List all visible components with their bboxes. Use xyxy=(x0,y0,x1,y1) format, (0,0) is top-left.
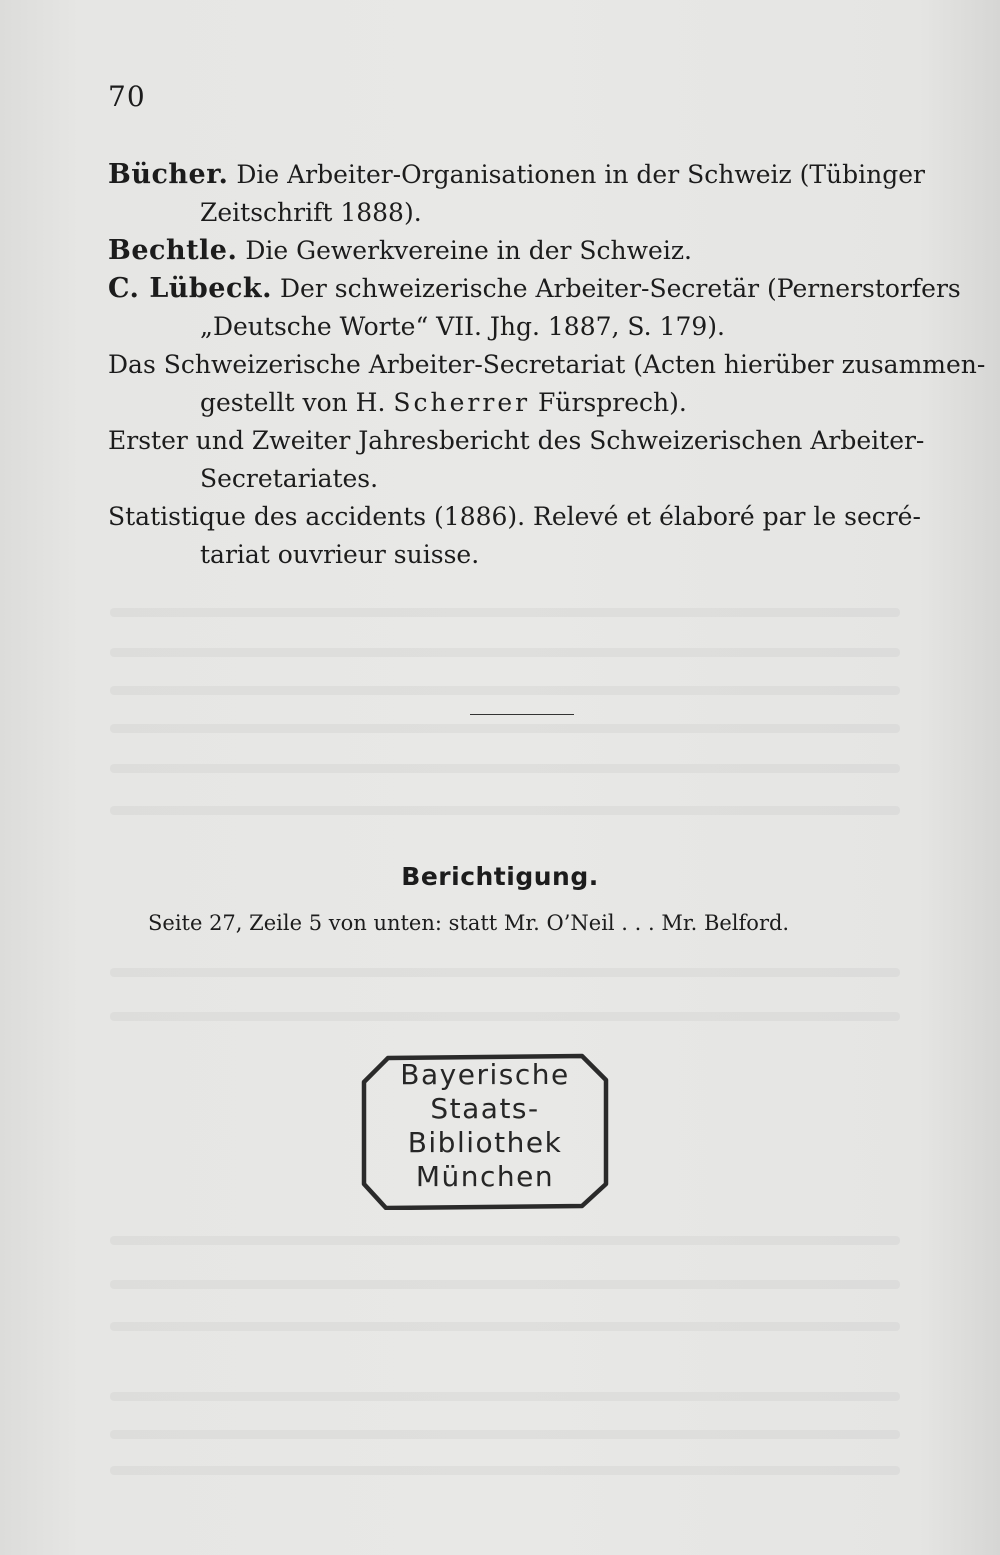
bibliography-entry-secretariat-acts xyxy=(108,346,986,422)
bleed-through-line xyxy=(110,648,900,657)
bibliography-entry-jahresbericht xyxy=(108,422,925,498)
bleed-through-line xyxy=(110,1392,900,1401)
stamp-line: Bayerische xyxy=(400,1058,570,1091)
entry-text: gestellt von H. xyxy=(200,388,386,417)
page-number: 70 xyxy=(108,80,146,113)
bleed-through-line xyxy=(110,608,900,617)
entry-line: Statistique des accidents (1886). Relevé et élaboré par le secré- xyxy=(108,502,921,531)
bleed-through-line xyxy=(110,724,900,733)
entry-author: C. Lübeck. xyxy=(108,273,273,304)
entry-line xyxy=(108,270,961,308)
entry-author: Bechtle. xyxy=(108,235,238,266)
bibliography-entry-luebeck xyxy=(108,270,961,346)
bleed-through-line xyxy=(110,1322,900,1331)
stamp-line: Bibliothek xyxy=(407,1126,563,1159)
entry-continuation: Zeitschrift 1888). xyxy=(200,198,422,227)
section-divider xyxy=(470,714,574,715)
stamp-line: Staats- xyxy=(430,1092,540,1125)
entry-continuation: „Deutsche Worte“ VII. Jhg. 1887, S. 179). xyxy=(200,312,725,341)
bleed-through-line xyxy=(110,1236,900,1245)
bleed-through-line xyxy=(110,1280,900,1289)
corrigendum-text: Seite 27, Zeile 5 von unten: statt Mr. O’Neil . . . Mr. Belford. xyxy=(148,911,790,935)
entry-spaced-name: Scherrer xyxy=(393,388,531,417)
library-stamp-text xyxy=(360,1058,610,1194)
bleed-through-line xyxy=(110,806,900,815)
entry-line: Das Schweizerische Arbeiter-Secretariat (Acten hierüber zusammen- xyxy=(108,350,986,379)
entry-author: Bücher. xyxy=(108,159,229,190)
bleed-through-line xyxy=(110,1466,900,1475)
entry-continuation xyxy=(108,384,904,422)
entry-line xyxy=(108,156,926,194)
entry-title: Die Arbeiter-Organisationen in der Schweiz (Tübinger xyxy=(236,160,926,189)
bibliography-entry-bechtle xyxy=(108,232,904,270)
entry-continuation: tariat ouvrieur suisse. xyxy=(200,540,480,569)
entry-line xyxy=(108,232,904,270)
bleed-through-line xyxy=(110,1012,900,1021)
bleed-through-line xyxy=(110,968,900,977)
bibliography-entry-buecher xyxy=(108,156,926,232)
entry-title: Der schweizerische Arbeiter-Secretär (Pernerstorfers xyxy=(280,274,961,303)
entry-title: Die Gewerkvereine in der Schweiz. xyxy=(245,236,692,265)
corrigendum-heading: Berichtigung. xyxy=(401,862,599,891)
stamp-line: München xyxy=(415,1160,555,1193)
bleed-through-line xyxy=(110,1430,900,1439)
bleed-through-line xyxy=(110,764,900,773)
bleed-through-line xyxy=(110,686,900,695)
entry-text: Fürsprech). xyxy=(538,388,687,417)
entry-continuation: Secretariates. xyxy=(200,464,379,493)
bibliography-entry-statistique xyxy=(108,498,921,574)
entry-line: Erster und Zweiter Jahresbericht des Schweizerischen Arbeiter- xyxy=(108,426,925,455)
